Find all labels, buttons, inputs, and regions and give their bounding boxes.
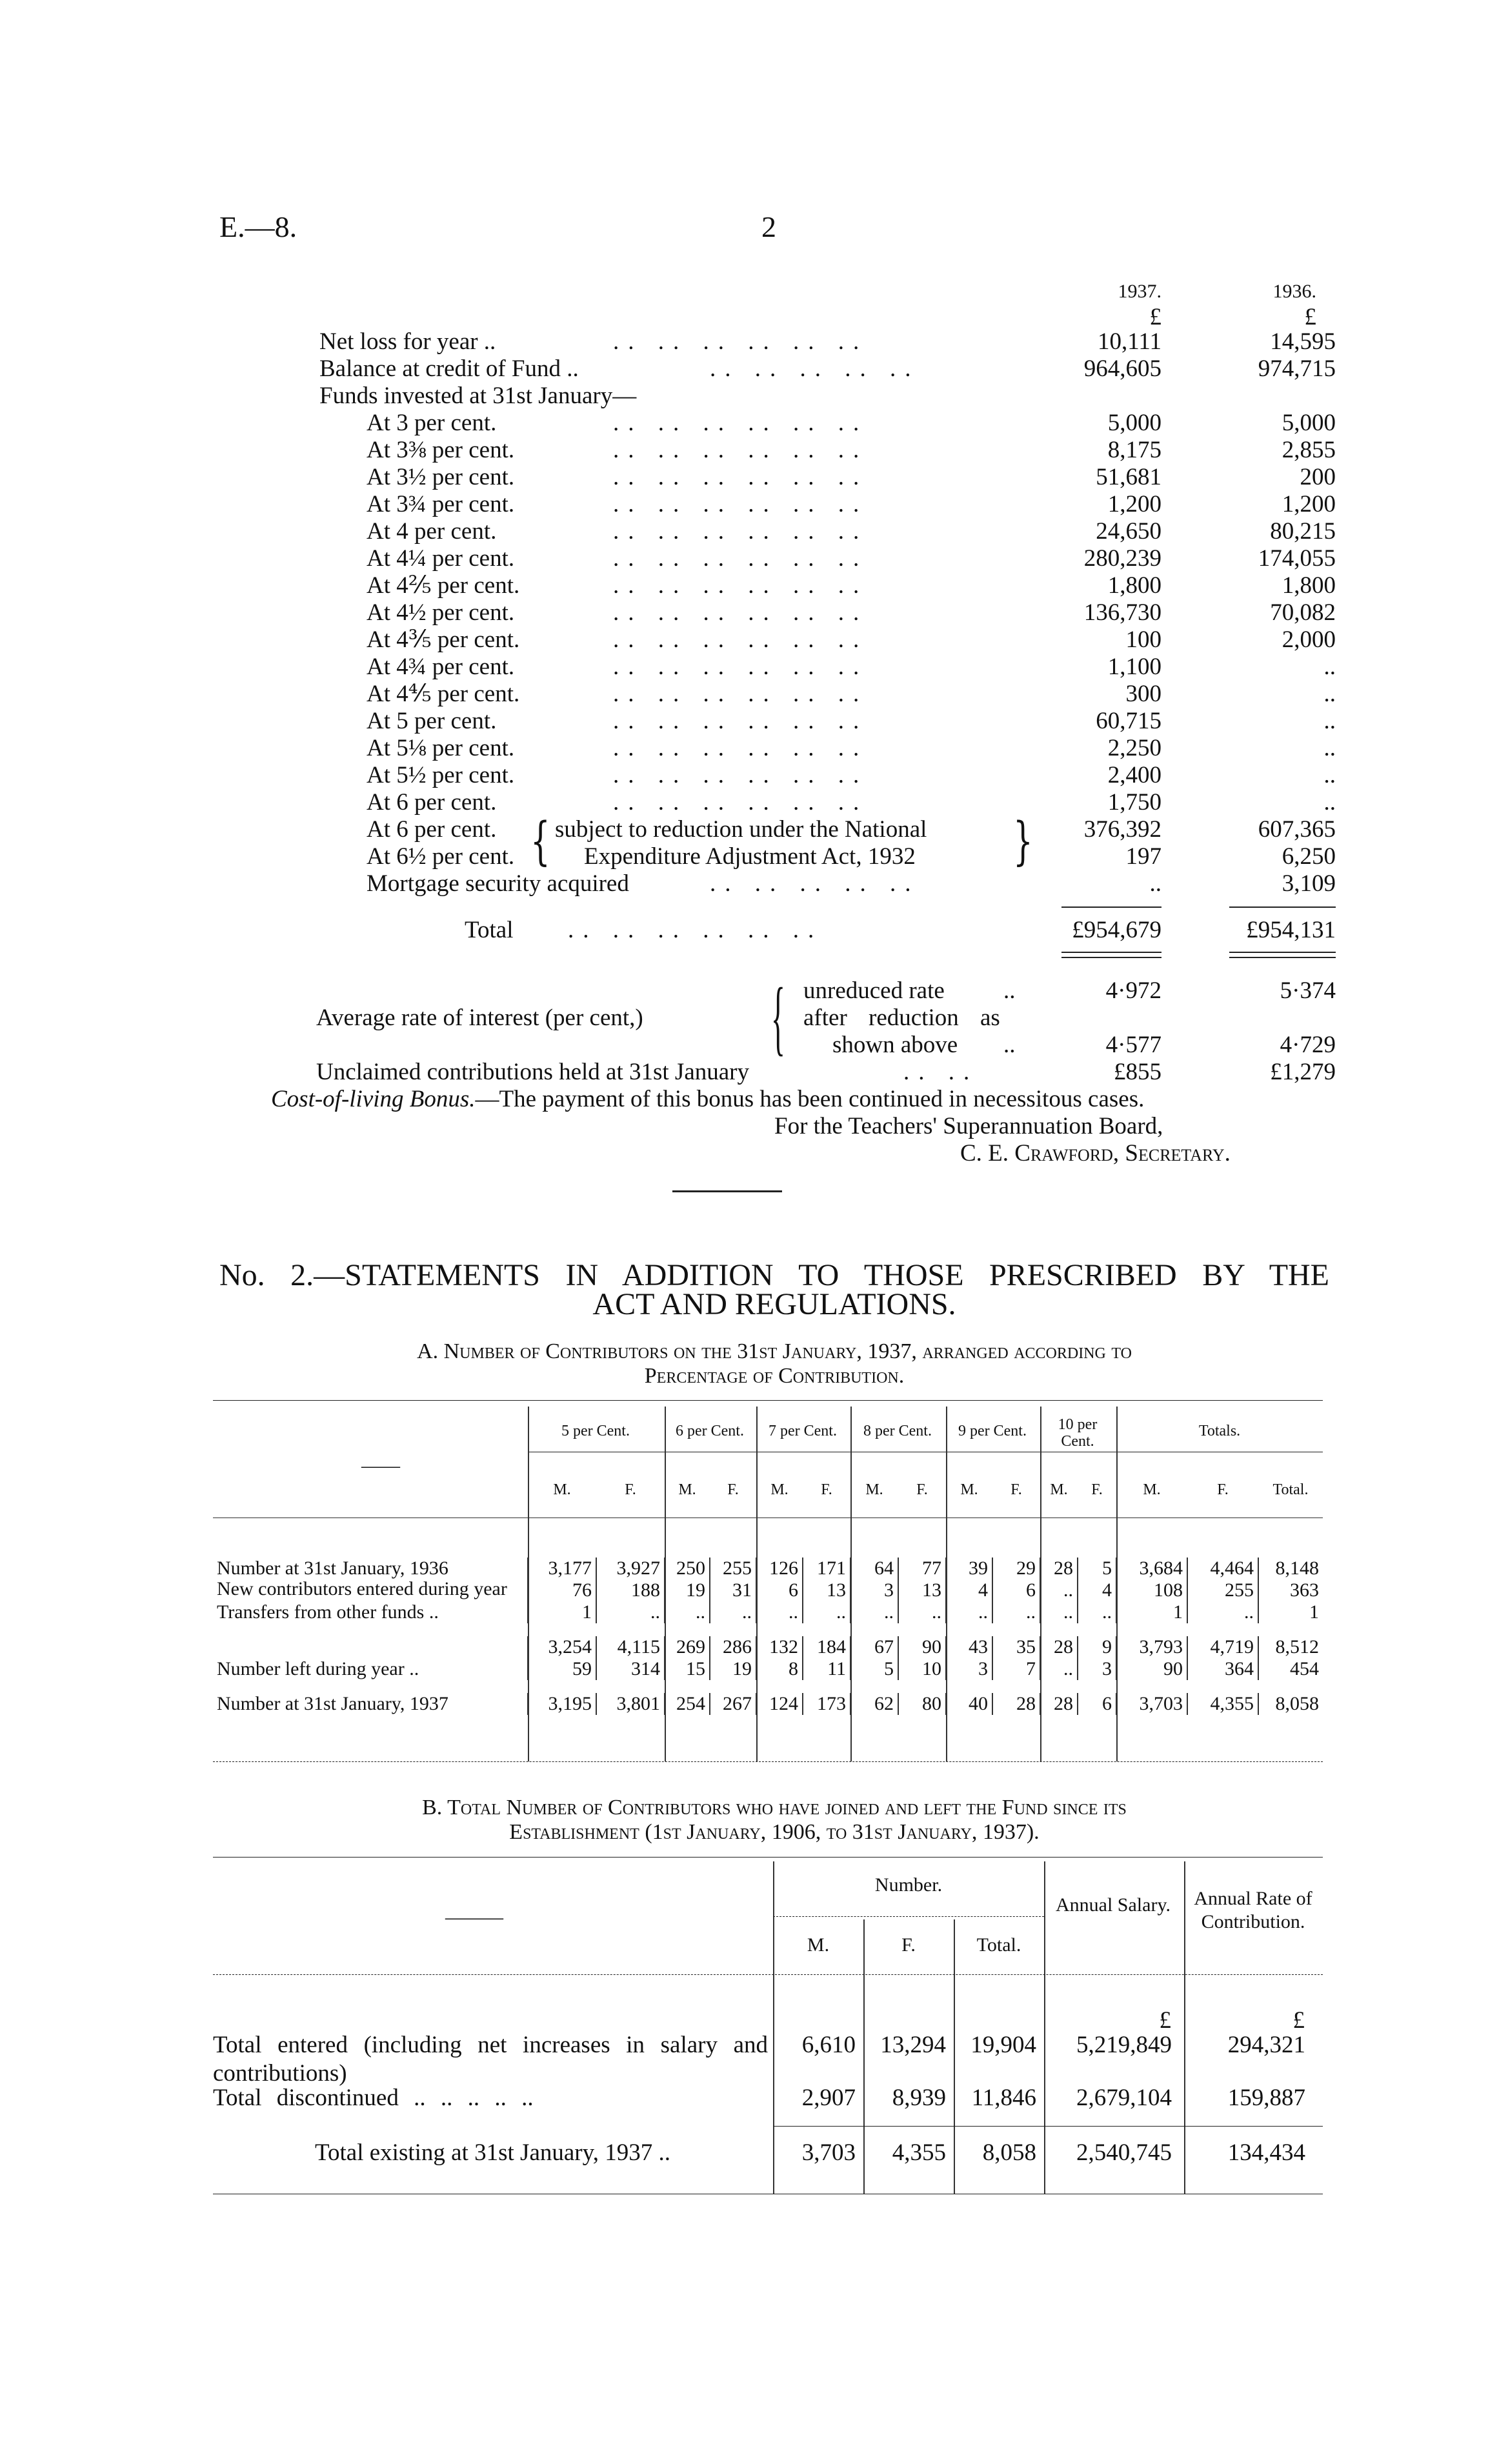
cell: 3,177 [528, 1558, 596, 1579]
left-brace: { [530, 811, 550, 871]
signoff-line1: For the Teachers' Superannuation Board, [774, 1113, 1163, 1139]
year-1937-header: 1937. [1118, 281, 1161, 302]
cell-f: 8,939 [892, 2085, 946, 2111]
cell-f: 4,355 [892, 2139, 946, 2166]
leader-dots: .. .. .. .. .. [710, 870, 920, 897]
rate-value-1936: 200 [1300, 464, 1336, 490]
cell-m: 2,907 [801, 2085, 856, 2111]
rate-value-1937: 197 [1125, 843, 1161, 870]
sub-header: F. [1091, 1481, 1103, 1498]
right-brace: } [1013, 811, 1033, 871]
cell: .. [946, 1601, 992, 1623]
cell-rate: 159,887 [1227, 2085, 1305, 2111]
tableB-top-rule [213, 1857, 1323, 1858]
cell: .. [1078, 1601, 1116, 1623]
cell: 4,355 [1187, 1693, 1258, 1715]
cell: 80 [898, 1693, 946, 1715]
table-row [213, 1658, 1323, 1680]
bonus-title: Cost-of-living Bonus. [271, 1086, 476, 1112]
sub-header: F. [625, 1481, 636, 1498]
total-1936: £954,131 [1246, 917, 1336, 943]
cell: 269 [665, 1636, 710, 1658]
value-1937: .. [1149, 870, 1161, 897]
rate-label: At 4½ per cent. [367, 599, 515, 626]
rate-value-1937: 280,239 [1083, 545, 1161, 572]
cell-rate: 294,321 [1227, 2032, 1305, 2058]
avg-l1: unreduced rate [803, 977, 945, 1004]
rate-label: At 5½ per cent. [367, 762, 515, 788]
leader-dots: .. .. .. .. .. .. [613, 328, 869, 355]
rate-label: At 6½ per cent. [367, 843, 515, 870]
rate-label: At 5⅛ per cent. [367, 735, 515, 761]
avg-1937-a: 4·972 [1105, 977, 1161, 1004]
cell: 108 [1116, 1579, 1187, 1601]
row-label: Number at 31st January, 1937 [217, 1693, 448, 1714]
rate-label: At 3¾ per cent. [367, 491, 515, 517]
cell: 67 [850, 1636, 898, 1658]
cell: 8,148 [1258, 1558, 1323, 1579]
rate-value-1936: 6,250 [1282, 843, 1336, 870]
blank-cell [213, 1479, 528, 1517]
rate-value-1936: 2,000 [1282, 626, 1336, 653]
rate-value-1936: .. [1323, 735, 1336, 761]
rate-value-1937: 2,400 [1107, 762, 1161, 788]
tableB-number-header: Number. [874, 1874, 943, 1896]
sub-header: Total. [1272, 1481, 1309, 1498]
section2-line2: ACT AND REGULATIONS. [592, 1287, 956, 1321]
rate-value-1936: .. [1323, 708, 1336, 734]
rate-value-1937: 24,650 [1096, 518, 1161, 545]
tableB-dash: ——— [445, 1907, 503, 1928]
value-1936: 3,109 [1282, 870, 1336, 897]
cell: 39 [946, 1558, 992, 1579]
table-row [213, 1579, 1323, 1601]
cell: 9 [1078, 1636, 1116, 1658]
cell: 11 [803, 1658, 850, 1680]
cell: 6 [1078, 1693, 1116, 1715]
tableB-header-rule [213, 1974, 1323, 1975]
cell: .. [992, 1601, 1040, 1623]
avg-l3: shown above [832, 1032, 958, 1058]
cell: 124 [756, 1693, 803, 1715]
spacer [213, 1623, 1323, 1636]
cell: 4,464 [1187, 1558, 1258, 1579]
table-row [213, 1636, 1323, 1658]
row-label: Transfers from other funds .. [217, 1601, 439, 1623]
cell: 286 [710, 1636, 756, 1658]
cell: 171 [803, 1558, 850, 1579]
rate-label: At 4¼ per cent. [367, 545, 515, 572]
group-6: 6 per Cent. [676, 1423, 744, 1439]
leader-dots: .. .. .. .. .. .. [613, 681, 869, 707]
cell: 3,195 [528, 1693, 596, 1715]
sub-header-row [213, 1479, 1323, 1517]
cell: 363 [1258, 1579, 1323, 1601]
cell-total: 8,058 [982, 2139, 1036, 2166]
sub-header: F. [1010, 1481, 1022, 1498]
bonus-text: —The payment of this bonus has been continued in necessitous cases. [475, 1086, 1145, 1112]
double-rule [1061, 952, 1161, 958]
cell: .. [803, 1601, 850, 1623]
cell: 8,058 [1258, 1693, 1323, 1715]
salary-currency: £ [1159, 2007, 1171, 2034]
tableA-dash: —— [361, 1455, 400, 1476]
leader-dots: .. .. .. .. .. .. [613, 572, 869, 599]
rate-value-1937: 5,000 [1107, 410, 1161, 436]
rate-value-1936: .. [1323, 654, 1336, 680]
leader-dots: .. .. .. .. .. .. [568, 917, 823, 943]
cell: 5 [1078, 1558, 1116, 1579]
value-1937: 10,111 [1097, 328, 1161, 355]
leader-dots: .. .. .. .. .. .. [613, 626, 869, 653]
cell: 3,793 [1116, 1636, 1187, 1658]
funds-heading: Funds invested at 31st January— [319, 383, 637, 409]
value-1937: £855 [1114, 1059, 1161, 1085]
leader-dots: .. .. .. .. .. .. [613, 762, 869, 788]
cell: 43 [946, 1636, 992, 1658]
cell: 13 [803, 1579, 850, 1601]
cell: 31 [710, 1579, 756, 1601]
rate-value-1937: 60,715 [1096, 708, 1161, 734]
row-label: Net loss for year .. [319, 328, 496, 355]
sub-header: F. [821, 1481, 832, 1498]
cell: 3 [1078, 1658, 1116, 1680]
leader-dots: .. [1003, 1032, 1016, 1058]
tableA-title2: Percentage of Contribution. [644, 1364, 905, 1388]
sub-header: M. [553, 1481, 571, 1498]
row-label: Mortgage security acquired [367, 870, 629, 897]
row-label: Total discontinued .. .. .. .. .. [213, 2085, 534, 2111]
tableB-total-header: Total. [976, 1934, 1021, 1956]
cell: 250 [665, 1558, 710, 1579]
group-9: 9 per Cent. [958, 1423, 1027, 1439]
value-1937: 964,605 [1083, 356, 1161, 382]
cell: 173 [803, 1693, 850, 1715]
leader-dots: .. .. .. .. .. .. [613, 708, 869, 734]
tableB-f-header: F. [901, 1934, 916, 1956]
rate-value-1936: .. [1323, 762, 1336, 788]
cell: 3,703 [1116, 1693, 1187, 1715]
value-1936: 14,595 [1270, 328, 1336, 355]
cell: 4 [1078, 1579, 1116, 1601]
cell: .. [1040, 1658, 1078, 1680]
cell-salary: 2,679,104 [1076, 2085, 1172, 2111]
leader-dots: .. .. .. .. .. .. [613, 545, 869, 572]
currency-1937: £ [1149, 304, 1161, 330]
leader-dots: .. .. .. .. .. .. [613, 491, 869, 517]
rate-value-1937: 100 [1125, 626, 1161, 653]
row-label [213, 1636, 528, 1658]
rate-label: At 4⅖ per cent. [367, 572, 520, 599]
rate-value-1937: 136,730 [1083, 599, 1161, 626]
sub-header: M. [1050, 1481, 1068, 1498]
sub-header: F. [916, 1481, 928, 1498]
sub-header: F. [1217, 1481, 1229, 1498]
page-number: 2 [761, 210, 776, 243]
cell-m: 6,610 [801, 2032, 856, 2058]
tableB-sub-rule [773, 1916, 1044, 1917]
value-1936: £1,279 [1270, 1059, 1336, 1085]
special-note-1: subject to reduction under the National [555, 816, 927, 843]
cell: 15 [665, 1658, 710, 1680]
row-label: Balance at credit of Fund .. [319, 356, 579, 382]
cell-m: 3,703 [801, 2139, 856, 2166]
tableB-title1: B. Total Number of Contributors who have joined and left the Fund since its [422, 1796, 1127, 1819]
year-1936-header: 1936. [1272, 281, 1316, 302]
cell: 255 [710, 1558, 756, 1579]
rate-value-1937: 1,100 [1107, 654, 1161, 680]
leader-dots: .. .. .. .. .. [710, 356, 920, 382]
rate-value-1936: 174,055 [1258, 545, 1336, 572]
total-label: Total [465, 917, 514, 943]
avg-l2: after reduction as [803, 1005, 1000, 1031]
tableB-rate-header: Annual Rate of Contribution. [1194, 1888, 1312, 1932]
cell: 1 [528, 1601, 596, 1623]
sub-header: M. [1143, 1481, 1161, 1498]
rate-value-1937: 1,750 [1107, 789, 1161, 816]
rate-value-1937: 1,200 [1107, 491, 1161, 517]
cell: 35 [992, 1636, 1040, 1658]
rate-value-1937: 8,175 [1107, 437, 1161, 463]
tableB-m-header: M. [807, 1934, 830, 1956]
rate-value-1936: 607,365 [1258, 816, 1336, 843]
bonus-paragraph [271, 1085, 1144, 1114]
cell: 28 [1040, 1636, 1078, 1658]
double-rule [1229, 952, 1336, 958]
table-row [213, 1693, 1323, 1715]
sub-header: M. [770, 1481, 789, 1498]
leader-dots: .. .. .. .. .. .. [613, 599, 869, 626]
cell-salary: 2,540,745 [1076, 2139, 1172, 2166]
cell-total: 19,904 [970, 2032, 1036, 2058]
rate-value-1937: 376,392 [1083, 816, 1161, 843]
cell: 13 [898, 1579, 946, 1601]
cell: .. [596, 1601, 665, 1623]
avg-brace: { [771, 971, 785, 1064]
spacer [213, 1680, 1323, 1693]
table-row [213, 1558, 1323, 1579]
avg-1936-b: 4·729 [1280, 1032, 1336, 1058]
special-note-2: Expenditure Adjustment Act, 1932 [584, 843, 916, 870]
leader-dots: .. [1003, 977, 1016, 1004]
sub-header: M. [678, 1481, 696, 1498]
currency-1936: £ [1304, 304, 1316, 330]
value-1936: 974,715 [1258, 356, 1336, 382]
cell: 62 [850, 1693, 898, 1715]
cell: .. [710, 1601, 756, 1623]
row-label: Number left during year .. [217, 1658, 419, 1679]
cell: 314 [596, 1658, 665, 1680]
rate-label: At 6 per cent. [367, 816, 497, 843]
cell: 28 [1040, 1693, 1078, 1715]
leader-dots: .. .. .. .. .. .. [613, 410, 869, 436]
avg-1936-a: 5·374 [1280, 977, 1336, 1004]
cell: .. [898, 1601, 946, 1623]
rate-value-1937: 51,681 [1096, 464, 1161, 490]
tableB-salary-header: Annual Salary. [1055, 1894, 1171, 1916]
rate-value-1937: 300 [1125, 681, 1161, 707]
tableB-total-rule [773, 2126, 1323, 2127]
sub-header: F. [727, 1481, 739, 1498]
group-7: 7 per Cent. [769, 1423, 837, 1439]
cell: 6 [756, 1579, 803, 1601]
cell: 77 [898, 1558, 946, 1579]
signoff-line2: C. E. Crawford, Secretary. [960, 1140, 1231, 1167]
cell: 254 [665, 1693, 710, 1715]
cell: 19 [665, 1579, 710, 1601]
cell-rate: 134,434 [1227, 2139, 1305, 2166]
total-1937: £954,679 [1072, 917, 1161, 943]
cell: 5 [850, 1658, 898, 1680]
rate-label: At 3½ per cent. [367, 464, 515, 490]
section-divider [672, 1190, 782, 1192]
rate-value-1936: 80,215 [1270, 518, 1336, 545]
avg-1937-b: 4·577 [1105, 1032, 1161, 1058]
sub-header: M. [960, 1481, 978, 1498]
rate-value-1936: 1,200 [1282, 491, 1336, 517]
cell: 4,115 [596, 1636, 665, 1658]
cell: 64 [850, 1558, 898, 1579]
group-8: 8 per Cent. [863, 1423, 932, 1439]
spacer [213, 1517, 1323, 1558]
row-label: Unclaimed contributions held at 31st January [316, 1059, 749, 1085]
row-label: Number at 31st January, 1936 [217, 1558, 448, 1579]
cell: .. [1040, 1579, 1078, 1601]
rate-label: At 4¾ per cent. [367, 654, 515, 680]
cell: .. [756, 1601, 803, 1623]
cell: 3,927 [596, 1558, 665, 1579]
cell: .. [1187, 1601, 1258, 1623]
cell: 255 [1187, 1579, 1258, 1601]
rate-value-1936: 2,855 [1282, 437, 1336, 463]
cell: 267 [710, 1693, 756, 1715]
tableA-bottom-rule [213, 1761, 1323, 1762]
rate-value-1936: 70,082 [1270, 599, 1336, 626]
cell: 59 [528, 1658, 596, 1680]
rule [1229, 906, 1336, 908]
cell: 6 [992, 1579, 1040, 1601]
rate-label: At 4⅗ per cent. [367, 626, 520, 653]
cell: 132 [756, 1636, 803, 1658]
leader-dots: .. .. .. .. .. .. [613, 654, 869, 680]
leader-dots: .. .. .. .. .. .. [613, 789, 869, 816]
section2-line1: No. 2.—STATEMENTS IN ADDITION TO THOSE PRESCRIBED BY THE [219, 1258, 1329, 1292]
cell: .. [1040, 1601, 1078, 1623]
leader-dots: .. .. .. .. .. .. [613, 735, 869, 761]
rate-label: At 5 per cent. [367, 708, 497, 734]
cell: 184 [803, 1636, 850, 1658]
rate-value-1936: 5,000 [1282, 410, 1336, 436]
cell-salary: 5,219,849 [1076, 2032, 1172, 2058]
cell-f: 13,294 [880, 2032, 946, 2058]
table-row [213, 1601, 1323, 1623]
leader-dots: .. .. .. .. .. .. [613, 518, 869, 545]
cell-total: 11,846 [971, 2085, 1036, 2111]
row-label: Total entered (including net increases in salary and contributions) [213, 2032, 768, 2087]
rate-label: At 3 per cent. [367, 410, 497, 436]
cell: 3,801 [596, 1693, 665, 1715]
cell: 3,254 [528, 1636, 596, 1658]
cell: 126 [756, 1558, 803, 1579]
rate-value-1937: 2,250 [1107, 735, 1161, 761]
group-5: 5 per Cent. [561, 1423, 630, 1439]
tableA-top-rule [213, 1400, 1323, 1401]
leader-dots: .. .. .. .. .. .. [613, 464, 869, 490]
row-label: New contributors entered during year [217, 1578, 507, 1599]
cell: 90 [1116, 1658, 1187, 1680]
rate-value-1936: .. [1323, 789, 1336, 816]
cell: 364 [1187, 1658, 1258, 1680]
leader-dots: .. .. [903, 1059, 979, 1085]
cell: 4,719 [1187, 1636, 1258, 1658]
cell: 1 [1116, 1601, 1187, 1623]
cell: 29 [992, 1558, 1040, 1579]
cell: 3,684 [1116, 1558, 1187, 1579]
leader-dots: .. .. .. .. .. .. [613, 437, 869, 463]
rate-label: At 6 per cent. [367, 789, 497, 816]
cell: 76 [528, 1579, 596, 1601]
row-label: Total existing at 31st January, 1937 .. [315, 2139, 670, 2166]
cell: 8,512 [1258, 1636, 1323, 1658]
cell: 28 [1040, 1558, 1078, 1579]
rate-currency: £ [1292, 2007, 1305, 2034]
cell: 90 [898, 1636, 946, 1658]
avg-label: Average rate of interest (per cent,) [316, 1005, 643, 1031]
rate-value-1936: 1,800 [1282, 572, 1336, 599]
group-totals: Totals. [1198, 1423, 1241, 1439]
tableA-body [213, 1479, 1323, 1715]
cell: 28 [992, 1693, 1040, 1715]
cell: 10 [898, 1658, 946, 1680]
cell: 188 [596, 1579, 665, 1601]
cell: 3 [850, 1579, 898, 1601]
rule [1061, 906, 1161, 908]
rate-label: At 4 per cent. [367, 518, 497, 545]
cell: 3 [946, 1658, 992, 1680]
tableB-title2: Establishment (1st January, 1906, to 31st January, 1937). [509, 1820, 1040, 1844]
rate-value-1937: 1,800 [1107, 572, 1161, 599]
cell: .. [850, 1601, 898, 1623]
tableA-title1: A. Number of Contributors on the 31st January, 1937, arranged according to [417, 1339, 1132, 1363]
report-reference: E.—8. [219, 210, 297, 243]
cell: 19 [710, 1658, 756, 1680]
cell: 7 [992, 1658, 1040, 1680]
group-10: 10 per Cent. [1058, 1416, 1098, 1450]
cell: 1 [1258, 1601, 1323, 1623]
cell: 454 [1258, 1658, 1323, 1680]
rate-label: At 4⅘ per cent. [367, 681, 520, 707]
cell: 8 [756, 1658, 803, 1680]
cell: 40 [946, 1693, 992, 1715]
rate-value-1936: .. [1323, 681, 1336, 707]
sub-header: M. [865, 1481, 883, 1498]
cell: 4 [946, 1579, 992, 1601]
rate-label: At 3⅜ per cent. [367, 437, 515, 463]
cell: .. [665, 1601, 710, 1623]
